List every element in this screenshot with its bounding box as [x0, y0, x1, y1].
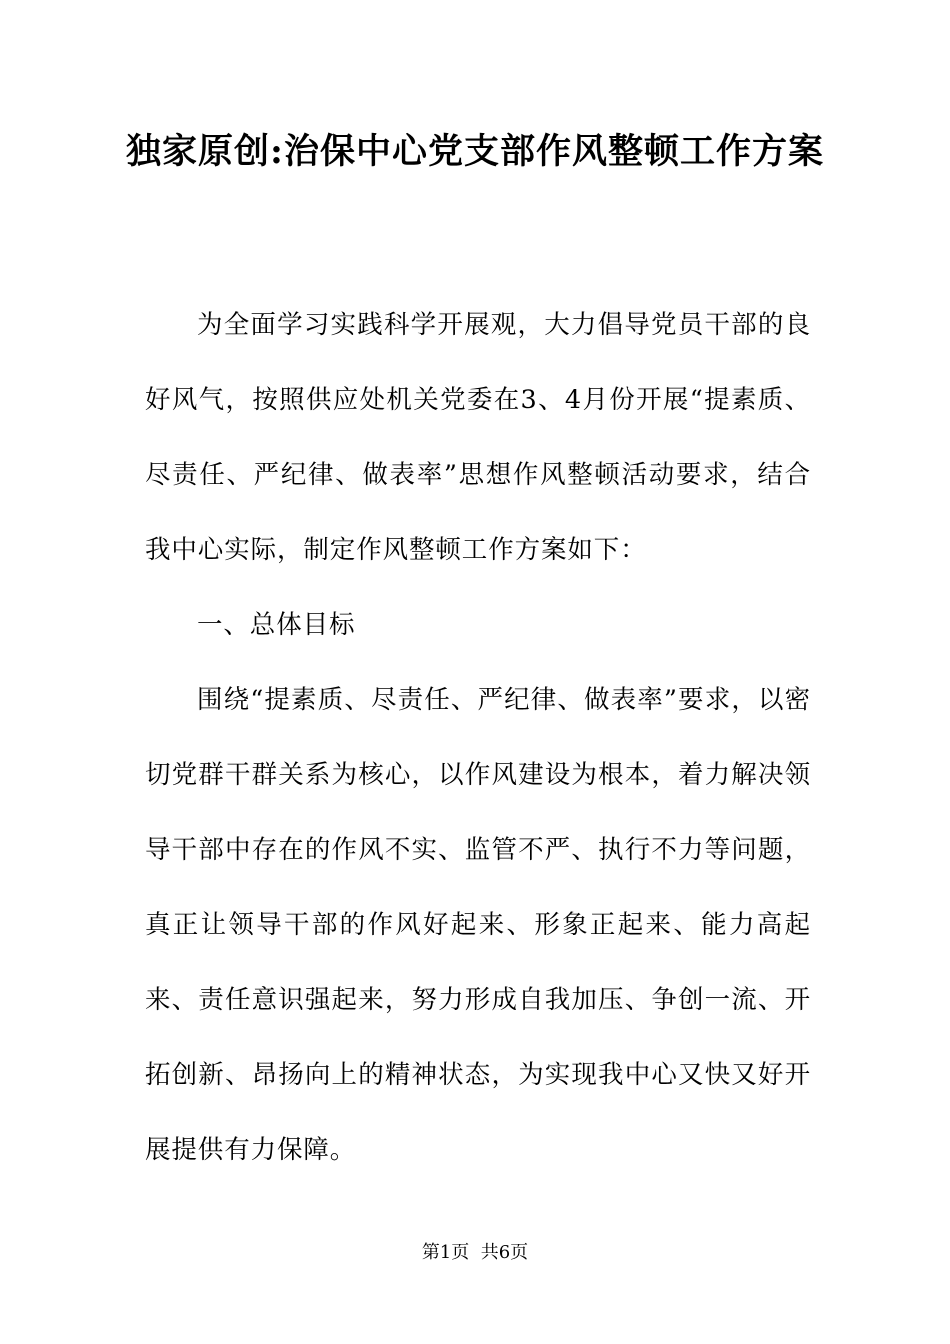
intro-paragraph: 为全面学习实践科学开展观，大力倡导党员干部的良好风气，按照供应处机关党委在3、4月份开展“提素质、尽责任、严纪律、做表率”思想作风整顿活动要求，结合我中心实际，制定作风整顿工作方案如下：	[145, 310, 811, 565]
document-body	[145, 288, 811, 1188]
page-footer	[0, 1241, 950, 1265]
page-number: 第1页 共6页	[421, 1242, 529, 1263]
section-heading: 一、总体目标	[197, 610, 356, 640]
goal-paragraph: 围绕“提素质、尽责任、严纪律、做表率”要求，以密切党群干群关系为核心，以作风建设为根本，着力解决领导干部中存在的作风不实、监管不严、执行不力等问题，真正让领导干部的作风好起来、形象正起来、能力高起来、责任意识强起来，努力形成自我加压、争创一流、开拓创新、昂扬向上的精神状态，为实现我中心又快又好开展提供有力保障。	[145, 685, 811, 1165]
document-title: 独家原创:治保中心党支部作风整顿工作方案	[126, 131, 824, 172]
